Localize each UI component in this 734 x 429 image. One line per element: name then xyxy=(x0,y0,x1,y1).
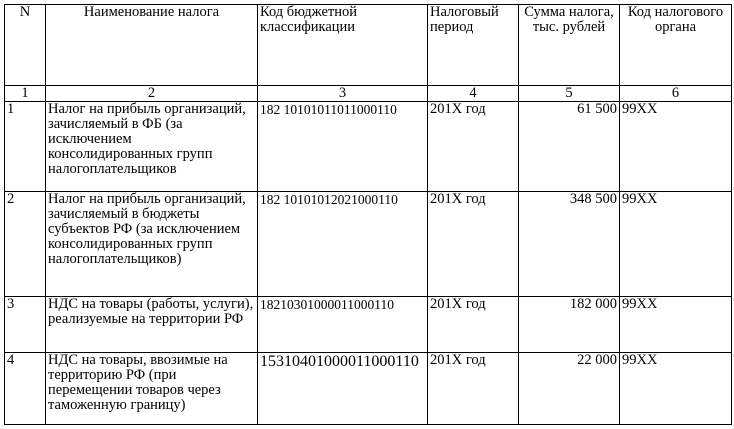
tax-period: 201X год xyxy=(428,297,519,353)
header-n: N xyxy=(5,5,46,86)
tax-sum: 348 500 xyxy=(519,192,620,297)
header-budget-code: Код бюджетной классификации xyxy=(258,5,428,86)
budget-code: 18210301000011000110 xyxy=(258,297,428,353)
header-tax-name: Наименование налога xyxy=(46,5,258,86)
column-number: 3 xyxy=(258,86,428,102)
column-number-row xyxy=(5,86,732,102)
header-tax-sum: Сумма налога, тыс. рублей xyxy=(519,5,620,86)
header-tax-authority-code: Код налогового органа xyxy=(620,5,732,86)
table-row xyxy=(5,297,732,353)
budget-code: 182 10101011011000110 xyxy=(258,102,428,192)
row-number: 1 xyxy=(5,102,46,192)
table-header-row xyxy=(5,5,732,86)
row-number: 4 xyxy=(5,353,46,425)
table-row xyxy=(5,192,732,297)
tax-sum: 61 500 xyxy=(519,102,620,192)
tax-period: 201X год xyxy=(428,192,519,297)
budget-code: 15310401000011000110 xyxy=(258,353,428,425)
tax-authority-code: 99XX xyxy=(620,102,732,192)
tax-name: НДС на товары (работы, услуги), реализуемые на территории РФ xyxy=(46,297,258,353)
tax-authority-code: 99XX xyxy=(620,297,732,353)
tax-name: Налог на прибыль организаций, зачисляемый в бюджеты субъектов РФ (за исключением консолидированных групп налогоплательщиков) xyxy=(46,192,258,297)
tax-period: 201X год xyxy=(428,353,519,425)
tax-name: НДС на товары, ввозимые на территорию РФ (при перемещении товаров через таможенную границу) xyxy=(46,353,258,425)
column-number: 5 xyxy=(519,86,620,102)
tax-sum: 182 000 xyxy=(519,297,620,353)
budget-code: 182 10101012021000110 xyxy=(258,192,428,297)
row-number: 2 xyxy=(5,192,46,297)
table-row xyxy=(5,353,732,425)
tax-period: 201X год xyxy=(428,102,519,192)
column-number: 2 xyxy=(46,86,258,102)
column-number: 1 xyxy=(5,86,46,102)
tax-name: Налог на прибыль организаций, зачисляемый в ФБ (за исключением консолидированных групп налогоплательщиков xyxy=(46,102,258,192)
table-row xyxy=(5,102,732,192)
tax-table xyxy=(4,4,732,425)
column-number: 4 xyxy=(428,86,519,102)
tax-authority-code: 99XX xyxy=(620,192,732,297)
header-tax-period: Налоговый период xyxy=(428,5,519,86)
tax-authority-code: 99XX xyxy=(620,353,732,425)
tax-sum: 22 000 xyxy=(519,353,620,425)
column-number: 6 xyxy=(620,86,732,102)
row-number: 3 xyxy=(5,297,46,353)
